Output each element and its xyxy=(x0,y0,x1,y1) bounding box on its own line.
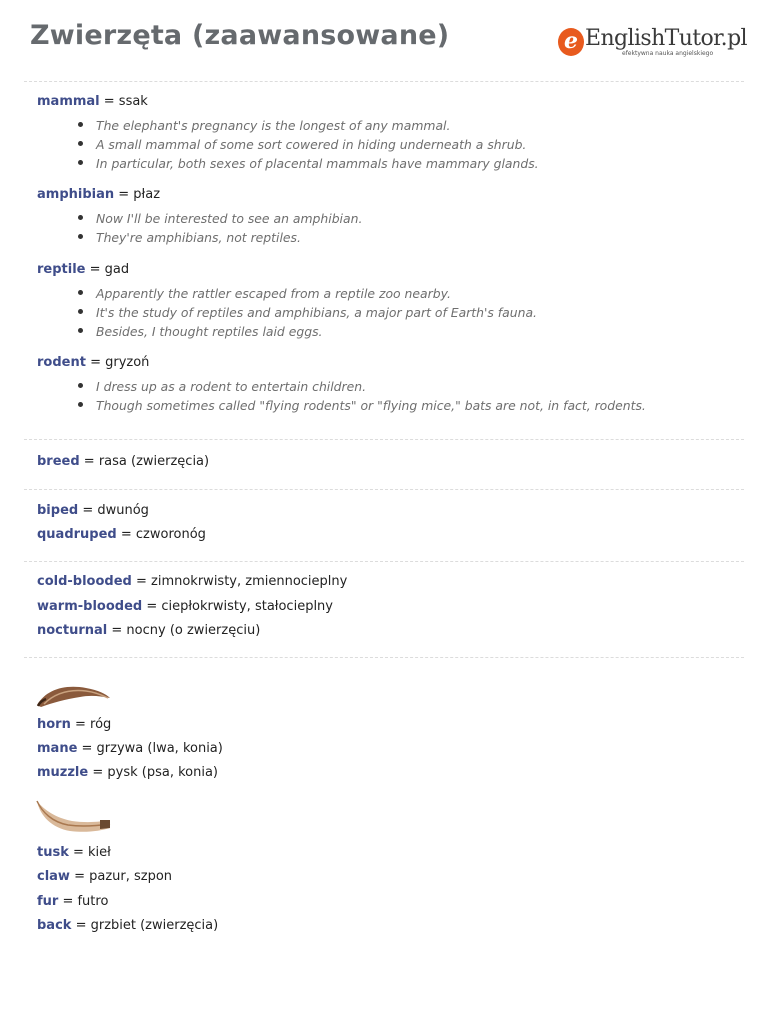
vocab-entry-biped xyxy=(37,503,149,519)
vocab-entry-claw xyxy=(37,869,172,885)
translation: = dwunóg xyxy=(78,503,149,518)
translation: = ssak xyxy=(99,94,148,109)
term: back xyxy=(37,918,72,933)
translation: = grzbiet (zwierzęcia) xyxy=(71,918,219,933)
example-sentence: The elephant's pregnancy is the longest of any mammal. xyxy=(78,116,539,135)
term: mammal xyxy=(37,94,100,109)
translation: = rasa (zwierzęcia) xyxy=(79,454,210,469)
horn-image xyxy=(34,680,114,710)
term: tusk xyxy=(37,845,69,860)
term: claw xyxy=(37,869,70,884)
example-sentence: Apparently the rattler escaped from a reptile zoo nearby. xyxy=(78,284,537,303)
logo-e-icon: e xyxy=(558,28,584,56)
englishtutor-logo[interactable] xyxy=(558,26,747,60)
translation: = grzywa (lwa, konia) xyxy=(77,741,223,756)
translation: = nocny (o zwierzęciu) xyxy=(107,623,261,638)
example-list-rodent xyxy=(78,377,646,415)
vocab-entry-cold-blooded xyxy=(37,574,347,590)
section-divider xyxy=(24,81,744,82)
vocab-entry-back xyxy=(37,918,218,934)
vocab-entry-mane xyxy=(37,741,223,757)
term: reptile xyxy=(37,262,86,277)
example-list-reptile xyxy=(78,284,537,341)
term: cold-blooded xyxy=(37,574,132,589)
example-list-mammal xyxy=(78,116,539,173)
term: muzzle xyxy=(37,765,89,780)
vocab-entry-breed xyxy=(37,454,209,470)
term: rodent xyxy=(37,355,86,370)
translation: = pazur, szpon xyxy=(69,869,173,884)
translation: = pysk (psa, konia) xyxy=(88,765,218,780)
translation: = zimnokrwisty, zmiennocieplny xyxy=(131,574,348,589)
vocab-entry-mammal xyxy=(37,94,148,110)
translation: = kieł xyxy=(68,845,111,860)
translation: = gryzoń xyxy=(85,355,150,370)
translation: = płaz xyxy=(114,187,161,202)
vocab-entry-horn xyxy=(37,717,111,733)
vocab-entry-amphibian xyxy=(37,187,160,203)
vocab-entry-reptile xyxy=(37,262,129,278)
translation: = róg xyxy=(70,717,112,732)
term: breed xyxy=(37,454,80,469)
vocab-entry-quadruped xyxy=(37,527,206,543)
example-sentence: Besides, I thought reptiles laid eggs. xyxy=(78,322,537,341)
vocab-entry-nocturnal xyxy=(37,623,260,639)
example-sentence: A small mammal of some sort cowered in hiding underneath a shrub. xyxy=(78,135,539,154)
term: warm-blooded xyxy=(37,599,143,614)
term: mane xyxy=(37,741,78,756)
section-divider xyxy=(24,489,744,490)
term: nocturnal xyxy=(37,623,108,638)
vocab-entry-tusk xyxy=(37,845,111,861)
term: horn xyxy=(37,717,71,732)
term: quadruped xyxy=(37,527,117,542)
section-divider xyxy=(24,561,744,562)
vocab-entry-muzzle xyxy=(37,765,218,781)
translation: = gad xyxy=(85,262,130,277)
example-sentence: In particular, both sexes of placental mammals have mammary glands. xyxy=(78,154,539,173)
vocab-entry-rodent xyxy=(37,355,149,371)
term: fur xyxy=(37,894,59,909)
translation: = futro xyxy=(58,894,109,909)
vocab-entry-fur xyxy=(37,894,108,910)
term: biped xyxy=(37,503,79,518)
translation: = czworonóg xyxy=(116,527,206,542)
logo-tagline: efektywna nauka angielskiego xyxy=(622,50,714,57)
section-divider xyxy=(24,657,744,658)
tusk-image xyxy=(34,798,114,838)
page-title: Zwierzęta (zaawansowane) xyxy=(30,20,450,51)
section-divider xyxy=(24,439,744,440)
example-sentence: I dress up as a rodent to entertain children. xyxy=(78,377,646,396)
example-list-amphibian xyxy=(78,209,362,247)
example-sentence: Now I'll be interested to see an amphibian. xyxy=(78,209,362,228)
translation: = ciepłokrwisty, stałocieplny xyxy=(142,599,333,614)
logo-text: EnglishTutor.pl xyxy=(585,26,747,51)
term: amphibian xyxy=(37,187,115,202)
vocab-entry-warm-blooded xyxy=(37,599,333,615)
example-sentence: They're amphibians, not reptiles. xyxy=(78,228,362,247)
example-sentence: Though sometimes called "flying rodents" or "flying mice," bats are not, in fact, rodents. xyxy=(78,396,646,415)
example-sentence: It's the study of reptiles and amphibians, a major part of Earth's fauna. xyxy=(78,303,537,322)
